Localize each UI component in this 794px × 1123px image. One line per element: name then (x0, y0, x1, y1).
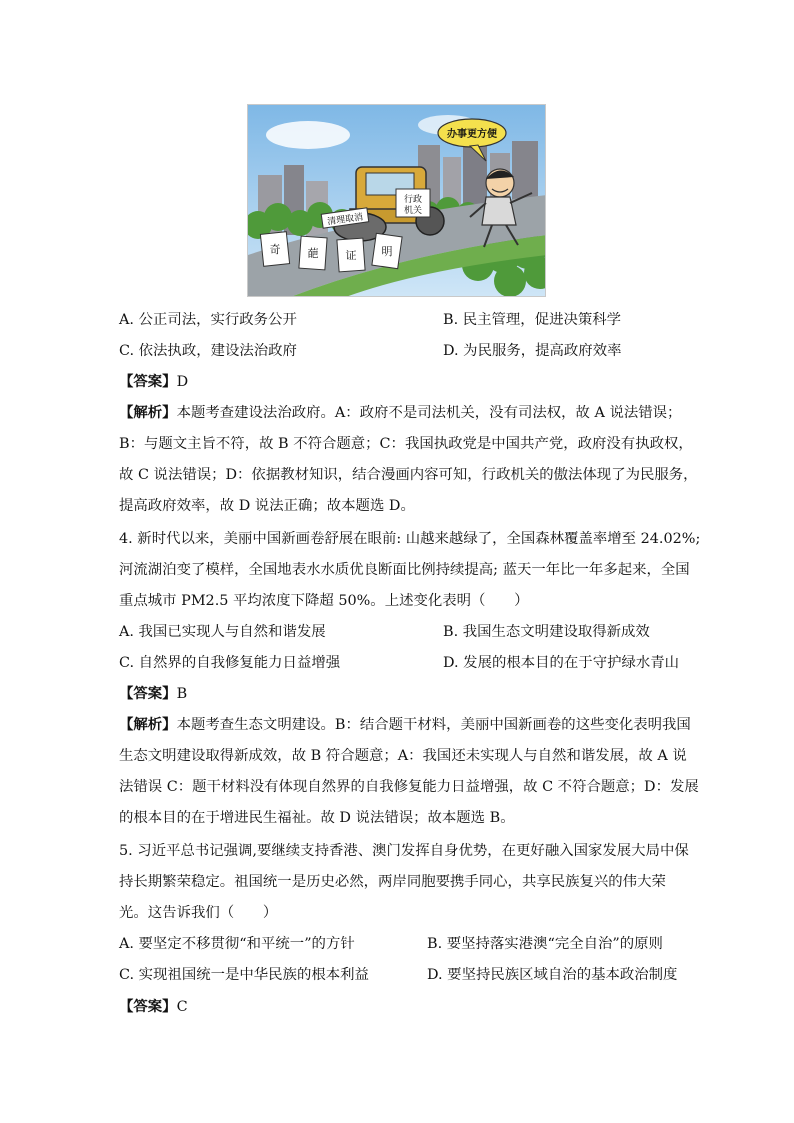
q4-analysis-line-4: 的根本目的在于增进民生福祉。故 D 说法错误；故本题选 B。 (119, 810, 515, 826)
q5-option-c: C. 实现祖国统一是中华民族的根本利益 (119, 967, 369, 983)
q4-answer (119, 684, 679, 704)
q4-analysis-line-3: 法错误 C：题干材料没有体现自然界的自我修复能力日益增强，故 C 不符合题意；D：发展 (119, 779, 699, 795)
card-4: 明 (381, 245, 393, 258)
q3-option-b: B. 民主管理，促进决策科学 (443, 312, 622, 328)
q3-answer (119, 372, 679, 392)
banner-text: 清理取消 (326, 212, 364, 228)
q4-stem-line-1: 4. 新时代以来，美丽中国新画卷舒展在眼前: 山越来越绿了，全国森林覆盖率增至 24.02%; (119, 531, 701, 547)
q4-option-a: A. 我国已实现人与自然和谐发展 (119, 624, 326, 640)
q3-option-c: C. 依法执政，建设法治政府 (119, 343, 297, 359)
q4-option-d: D. 发展的根本目的在于守护绿水青山 (443, 655, 680, 671)
q5-answer-value: C (176, 999, 188, 1015)
q4-analysis-line-1: 【解析】本题考查生态文明建设。B：结合题干材料，美丽中国新画卷的这些变化表明我国 (119, 716, 691, 733)
cartoon-drawing (248, 105, 546, 297)
q3-analysis-line-1: 【解析】本题考查建设法治政府。A：政府不是司法机关，没有司法权，故 A 说法错误； (119, 404, 682, 421)
q3-answer-label: 【答案】 (119, 373, 177, 390)
q5-answer (119, 997, 679, 1017)
q3-analysis-label: 【解析】 (119, 404, 177, 421)
q3-option-a: A. 公正司法，实行政务公开 (119, 312, 297, 328)
q3-answer-value: D (176, 374, 189, 390)
q5-option-a: A. 要坚定不移贯彻“和平统一”的方针 (119, 936, 355, 952)
q4-answer-label: 【答案】 (119, 685, 177, 702)
q5-stem-line-1: 5. 习近平总书记强调,要继续支持香港、澳门发挥自身优势，在更好融入国家发展大局中保 (119, 843, 689, 859)
cartoon-illustration (247, 104, 546, 297)
q5-stem-line-2: 持长期繁荣稳定。祖国统一是历史必然，两岸同胞要携手同心，共享民族复兴的伟大荣 (119, 874, 666, 890)
q4-answer-value: B (176, 686, 188, 702)
card-3: 证 (345, 249, 357, 262)
q4-option-c: C. 自然界的自我修复能力日益增强 (119, 655, 341, 671)
sign-admin-bottom: 机关 (403, 206, 423, 216)
q3-analysis-line-4: 提高政府效率，故 D 说法正确；故本题选 D。 (119, 498, 415, 514)
q4-stem-line-3: 重点城市 PM2.5 平均浓度下降超 50%。上述变化表明（ ） (119, 593, 529, 609)
q4-option-b: B. 我国生态文明建设取得新成效 (443, 624, 650, 640)
q3-analysis-line-3: 故 C 说法错误；D：依据教材知识，结合漫画内容可知，行政机关的傲法体现了为民服务， (119, 467, 698, 483)
q5-stem-line-3: 光。这告诉我们（ ） (119, 905, 278, 921)
q5-option-b: B. 要坚持落实港澳“完全自治”的原则 (427, 936, 663, 952)
q5-option-d: D. 要坚持民族区域自治的基本政治制度 (427, 967, 678, 983)
q4-analysis-line-2: 生态文明建设取得新成效，故 B 符合题意；A：我国还未实现人与自然和谐发展，故 A 说 (119, 748, 687, 764)
card-2: 葩 (307, 247, 319, 260)
speech-bubble-text: 办事更方便 (447, 129, 497, 140)
sign-admin-top: 行政 (403, 195, 423, 205)
q5-answer-label: 【答案】 (119, 998, 177, 1015)
q4-stem-line-2: 河流湖泊变了模样，全国地表水水质优良断面比例持续提高; 蓝天一年比一年多起来，全国 (119, 562, 690, 578)
q3-option-d: D. 为民服务，提高政府效率 (443, 343, 622, 359)
card-1: 奇 (269, 243, 281, 256)
q4-analysis-label: 【解析】 (119, 716, 177, 733)
q3-analysis-line-2: B：与题文主旨不符，故 B 不符合题意；C：我国执政党是中国共产党，政府没有执政权， (119, 436, 693, 452)
